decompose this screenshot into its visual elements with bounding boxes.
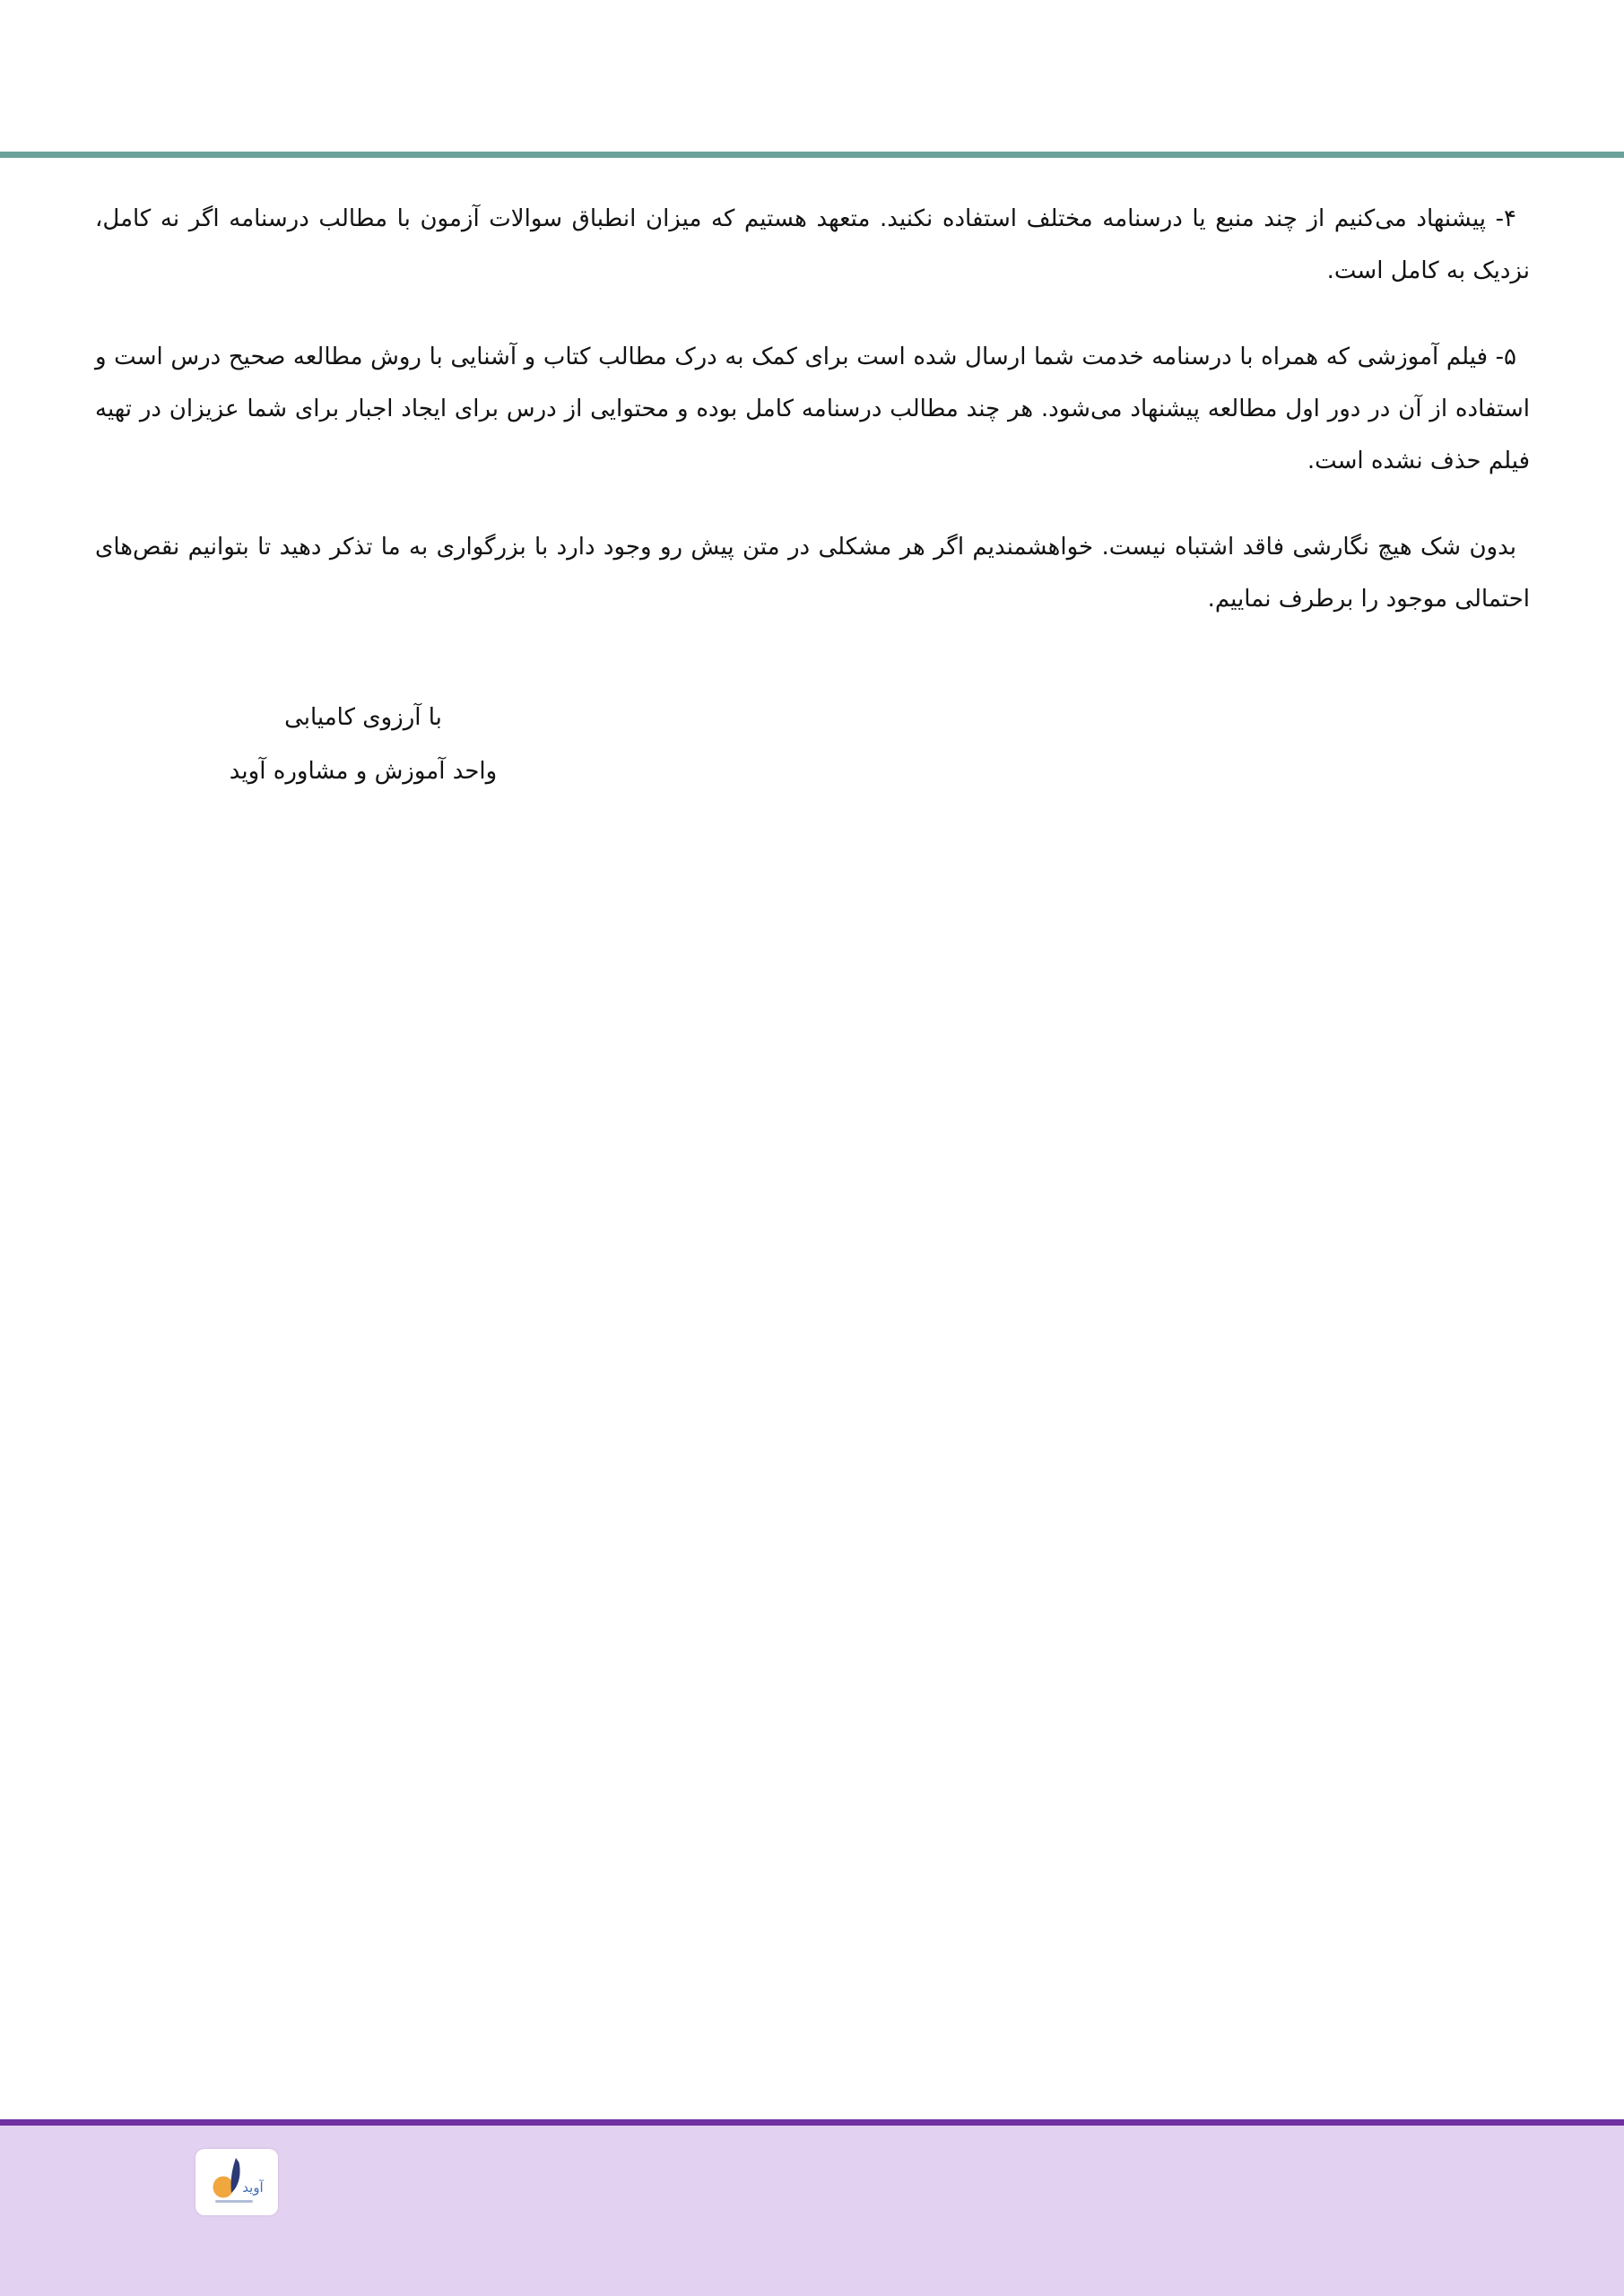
signature-block: [94, 691, 632, 798]
header-divider-line: [0, 152, 1624, 158]
footer-band: [0, 2126, 1624, 2296]
logo-slogan-mark: [215, 2200, 253, 2203]
paragraph-closing-note: بدون شک هیچ نگارشی فاقد اشتباه نیست. خواهشمندیم اگر هر مشکلی در متن پیش رو وجود دارد با بزرگواری به ما تذکر دهید تا بتوانیم نقص‌های احتمالی موجود را برطرف نماییم.: [95, 534, 1530, 613]
logo-orange-circle: [213, 2177, 234, 2198]
logo-wordmark: آوید: [242, 2179, 264, 2196]
logo-sail-icon: [231, 2158, 240, 2193]
avid-logo: [195, 2149, 278, 2215]
letter-body: [95, 193, 1530, 659]
paragraph-item-4: ۴- پیشنهاد می‌کنیم از چند منبع یا درسنامه مختلف استفاده نکنید. متعهد هستیم که میزان انطباق سوالات آزمون با مطالب درسنامه اگر نه کامل، نزدیک به کامل است.: [95, 205, 1530, 284]
avid-logo-graphic: [195, 2149, 278, 2215]
paragraph-item-5: ۵- فیلم آموزشی که همراه با درسنامه خدمت شما ارسال شده است برای کمک به درک مطالب کتاب و آشنایی با روش مطالعه صحیح درس است و استفاده از آن در دور اول مطالعه پیشنهاد می‌شود. هر چند مطالب درسنامه کامل بوده و محتوایی از درس برای ایجاد اجبار برای شما عزیزان در تهیه فیلم حذف نشده است.: [95, 344, 1530, 474]
footer-divider-line: [0, 2119, 1624, 2126]
signature-unit-line: واحد آموزش و مشاوره آوید: [229, 758, 498, 785]
signature-wish-line: با آرزوی کامیابی: [284, 704, 442, 731]
